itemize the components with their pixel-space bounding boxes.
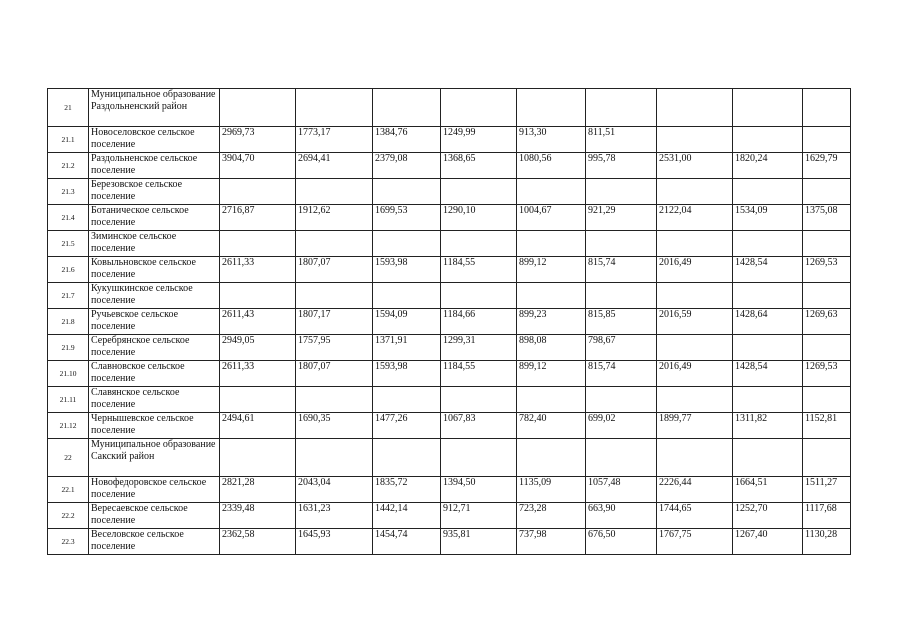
value-cell: 1299,31 [441, 335, 517, 361]
value-cell: 1477,26 [373, 413, 441, 439]
table-row [48, 205, 851, 231]
value-cell: 1290,10 [441, 205, 517, 231]
value-cell: 2969,73 [220, 127, 296, 153]
value-cell: 913,30 [517, 127, 586, 153]
settlement-name-cell: Веселовское сельское поселение [89, 529, 220, 555]
row-number-cell: 22 [48, 439, 89, 477]
value-cell [517, 439, 586, 477]
value-cell: 1004,67 [517, 205, 586, 231]
value-cell: 1184,55 [441, 257, 517, 283]
value-cell: 815,74 [586, 361, 657, 387]
value-cell: 1269,63 [803, 309, 851, 335]
value-cell: 2016,49 [657, 257, 733, 283]
value-cell: 1080,56 [517, 153, 586, 179]
value-cell: 1757,95 [296, 335, 373, 361]
value-cell [657, 231, 733, 257]
value-cell [441, 89, 517, 127]
row-number-cell: 21.1 [48, 127, 89, 153]
value-cell: 1534,09 [733, 205, 803, 231]
settlement-name-cell: Славновское сельское поселение [89, 361, 220, 387]
value-cell: 1807,07 [296, 361, 373, 387]
value-cell: 1629,79 [803, 153, 851, 179]
value-cell [586, 283, 657, 309]
value-cell: 2949,05 [220, 335, 296, 361]
value-cell: 798,67 [586, 335, 657, 361]
value-cell: 1454,74 [373, 529, 441, 555]
value-cell [657, 335, 733, 361]
table-row [48, 413, 851, 439]
value-cell: 2531,00 [657, 153, 733, 179]
settlement-name-cell: Чернышевское сельское поселение [89, 413, 220, 439]
value-cell: 1593,98 [373, 361, 441, 387]
value-cell: 899,12 [517, 361, 586, 387]
value-cell: 1269,53 [803, 361, 851, 387]
value-cell: 1135,09 [517, 477, 586, 503]
row-number-cell: 21.11 [48, 387, 89, 413]
row-number-cell: 21.8 [48, 309, 89, 335]
value-cell: 1820,24 [733, 153, 803, 179]
value-cell [586, 439, 657, 477]
value-cell: 1368,65 [441, 153, 517, 179]
settlement-name-cell: Серебрянское сельское поселение [89, 335, 220, 361]
value-cell [803, 283, 851, 309]
table-row [48, 529, 851, 555]
value-cell: 1371,91 [373, 335, 441, 361]
value-cell: 1744,65 [657, 503, 733, 529]
value-cell [803, 127, 851, 153]
value-cell: 1152,81 [803, 413, 851, 439]
value-cell [441, 179, 517, 205]
value-cell [296, 283, 373, 309]
value-cell: 2611,43 [220, 309, 296, 335]
value-cell: 1249,99 [441, 127, 517, 153]
table-row [48, 387, 851, 413]
value-cell [220, 439, 296, 477]
value-cell: 1184,66 [441, 309, 517, 335]
value-cell [586, 89, 657, 127]
value-cell: 1067,83 [441, 413, 517, 439]
value-cell [373, 439, 441, 477]
value-cell: 2716,87 [220, 205, 296, 231]
value-cell [296, 387, 373, 413]
value-cell: 723,28 [517, 503, 586, 529]
value-cell [441, 231, 517, 257]
table-row [48, 439, 851, 477]
table-row [48, 89, 851, 127]
value-cell [803, 387, 851, 413]
table-row [48, 231, 851, 257]
value-cell: 1130,28 [803, 529, 851, 555]
value-cell: 935,81 [441, 529, 517, 555]
table-row [48, 127, 851, 153]
row-number-cell: 21 [48, 89, 89, 127]
value-cell [657, 439, 733, 477]
value-cell [373, 231, 441, 257]
value-cell [803, 179, 851, 205]
value-cell: 2821,28 [220, 477, 296, 503]
value-cell: 1394,50 [441, 477, 517, 503]
value-cell: 1252,70 [733, 503, 803, 529]
settlement-name-cell: Новофедоровское сельское поселение [89, 477, 220, 503]
value-cell: 2494,61 [220, 413, 296, 439]
value-cell: 1428,54 [733, 361, 803, 387]
value-cell [803, 89, 851, 127]
value-cell [657, 89, 733, 127]
table-row [48, 361, 851, 387]
table-row [48, 153, 851, 179]
value-cell [733, 335, 803, 361]
value-cell: 1442,14 [373, 503, 441, 529]
settlement-name-cell: Ботаническое сельское поселение [89, 205, 220, 231]
value-cell: 1057,48 [586, 477, 657, 503]
value-cell: 1664,51 [733, 477, 803, 503]
value-cell: 699,02 [586, 413, 657, 439]
value-cell: 1773,17 [296, 127, 373, 153]
table-row [48, 309, 851, 335]
value-cell [517, 283, 586, 309]
value-cell: 2611,33 [220, 257, 296, 283]
value-cell: 3904,70 [220, 153, 296, 179]
value-cell [220, 231, 296, 257]
value-cell [586, 387, 657, 413]
row-number-cell: 21.6 [48, 257, 89, 283]
table-row [48, 335, 851, 361]
value-cell [657, 283, 733, 309]
value-cell [441, 439, 517, 477]
table-body [48, 89, 851, 555]
value-cell [733, 127, 803, 153]
table-row [48, 283, 851, 309]
value-cell: 2226,44 [657, 477, 733, 503]
value-cell [517, 387, 586, 413]
value-cell: 1645,93 [296, 529, 373, 555]
value-cell: 1899,77 [657, 413, 733, 439]
value-cell: 1807,17 [296, 309, 373, 335]
row-number-cell: 21.5 [48, 231, 89, 257]
value-cell [517, 231, 586, 257]
value-cell [517, 179, 586, 205]
value-cell: 815,74 [586, 257, 657, 283]
value-cell [220, 179, 296, 205]
settlement-name-cell: Новоселовское сельское поселение [89, 127, 220, 153]
value-cell [220, 89, 296, 127]
value-cell: 1594,09 [373, 309, 441, 335]
value-cell [373, 179, 441, 205]
settlement-name-cell: Ковыльновское сельское поселение [89, 257, 220, 283]
value-cell: 1690,35 [296, 413, 373, 439]
value-cell [586, 179, 657, 205]
value-cell: 899,12 [517, 257, 586, 283]
settlement-name-cell: Зиминское сельское поселение [89, 231, 220, 257]
value-cell [220, 387, 296, 413]
value-cell: 663,90 [586, 503, 657, 529]
tariff-table [47, 88, 851, 555]
settlement-name-cell: Кукушкинское сельское поселение [89, 283, 220, 309]
value-cell [373, 283, 441, 309]
row-number-cell: 22.2 [48, 503, 89, 529]
value-cell: 1375,08 [803, 205, 851, 231]
value-cell: 2122,04 [657, 205, 733, 231]
value-cell: 815,85 [586, 309, 657, 335]
value-cell: 2611,33 [220, 361, 296, 387]
value-cell [733, 439, 803, 477]
value-cell [296, 439, 373, 477]
value-cell [657, 387, 733, 413]
value-cell: 899,23 [517, 309, 586, 335]
settlement-name-cell: Вересаевское сельское поселение [89, 503, 220, 529]
value-cell [803, 335, 851, 361]
value-cell: 1912,62 [296, 205, 373, 231]
settlement-name-cell: Муниципальное образование Сакский район [89, 439, 220, 477]
value-cell: 2379,08 [373, 153, 441, 179]
value-cell [441, 283, 517, 309]
value-cell [517, 89, 586, 127]
value-cell: 912,71 [441, 503, 517, 529]
value-cell [657, 179, 733, 205]
settlement-name-cell: Раздольненское сельское поселение [89, 153, 220, 179]
value-cell [296, 179, 373, 205]
value-cell: 1184,55 [441, 361, 517, 387]
table-row [48, 179, 851, 205]
value-cell [296, 89, 373, 127]
value-cell: 782,40 [517, 413, 586, 439]
value-cell: 921,29 [586, 205, 657, 231]
value-cell: 1767,75 [657, 529, 733, 555]
value-cell [373, 89, 441, 127]
row-number-cell: 22.1 [48, 477, 89, 503]
value-cell [373, 387, 441, 413]
value-cell: 1269,53 [803, 257, 851, 283]
value-cell [733, 283, 803, 309]
value-cell [733, 231, 803, 257]
value-cell [733, 179, 803, 205]
value-cell: 1699,53 [373, 205, 441, 231]
value-cell: 2694,41 [296, 153, 373, 179]
row-number-cell: 21.3 [48, 179, 89, 205]
value-cell: 898,08 [517, 335, 586, 361]
table-row [48, 503, 851, 529]
value-cell: 1384,76 [373, 127, 441, 153]
value-cell: 1428,54 [733, 257, 803, 283]
value-cell: 1311,82 [733, 413, 803, 439]
value-cell: 995,78 [586, 153, 657, 179]
table-row [48, 257, 851, 283]
value-cell: 676,50 [586, 529, 657, 555]
value-cell: 1511,27 [803, 477, 851, 503]
value-cell: 2362,58 [220, 529, 296, 555]
row-number-cell: 21.9 [48, 335, 89, 361]
value-cell [296, 231, 373, 257]
value-cell: 2339,48 [220, 503, 296, 529]
settlement-name-cell: Славянское сельское поселение [89, 387, 220, 413]
row-number-cell: 21.2 [48, 153, 89, 179]
value-cell [657, 127, 733, 153]
value-cell [220, 283, 296, 309]
value-cell: 1267,40 [733, 529, 803, 555]
value-cell [803, 439, 851, 477]
value-cell: 737,98 [517, 529, 586, 555]
value-cell: 1807,07 [296, 257, 373, 283]
value-cell: 811,51 [586, 127, 657, 153]
table-row [48, 477, 851, 503]
row-number-cell: 21.12 [48, 413, 89, 439]
value-cell: 1428,64 [733, 309, 803, 335]
row-number-cell: 22.3 [48, 529, 89, 555]
settlement-name-cell: Муниципальное образование Раздольненский район [89, 89, 220, 127]
value-cell [441, 387, 517, 413]
settlement-name-cell: Березовское сельское поселение [89, 179, 220, 205]
row-number-cell: 21.10 [48, 361, 89, 387]
value-cell [803, 231, 851, 257]
value-cell: 1835,72 [373, 477, 441, 503]
value-cell [586, 231, 657, 257]
value-cell: 1117,68 [803, 503, 851, 529]
value-cell: 2043,04 [296, 477, 373, 503]
value-cell: 1593,98 [373, 257, 441, 283]
value-cell: 2016,59 [657, 309, 733, 335]
value-cell: 2016,49 [657, 361, 733, 387]
settlement-name-cell: Ручьевское сельское поселение [89, 309, 220, 335]
row-number-cell: 21.7 [48, 283, 89, 309]
row-number-cell: 21.4 [48, 205, 89, 231]
value-cell [733, 89, 803, 127]
value-cell: 1631,23 [296, 503, 373, 529]
value-cell [733, 387, 803, 413]
